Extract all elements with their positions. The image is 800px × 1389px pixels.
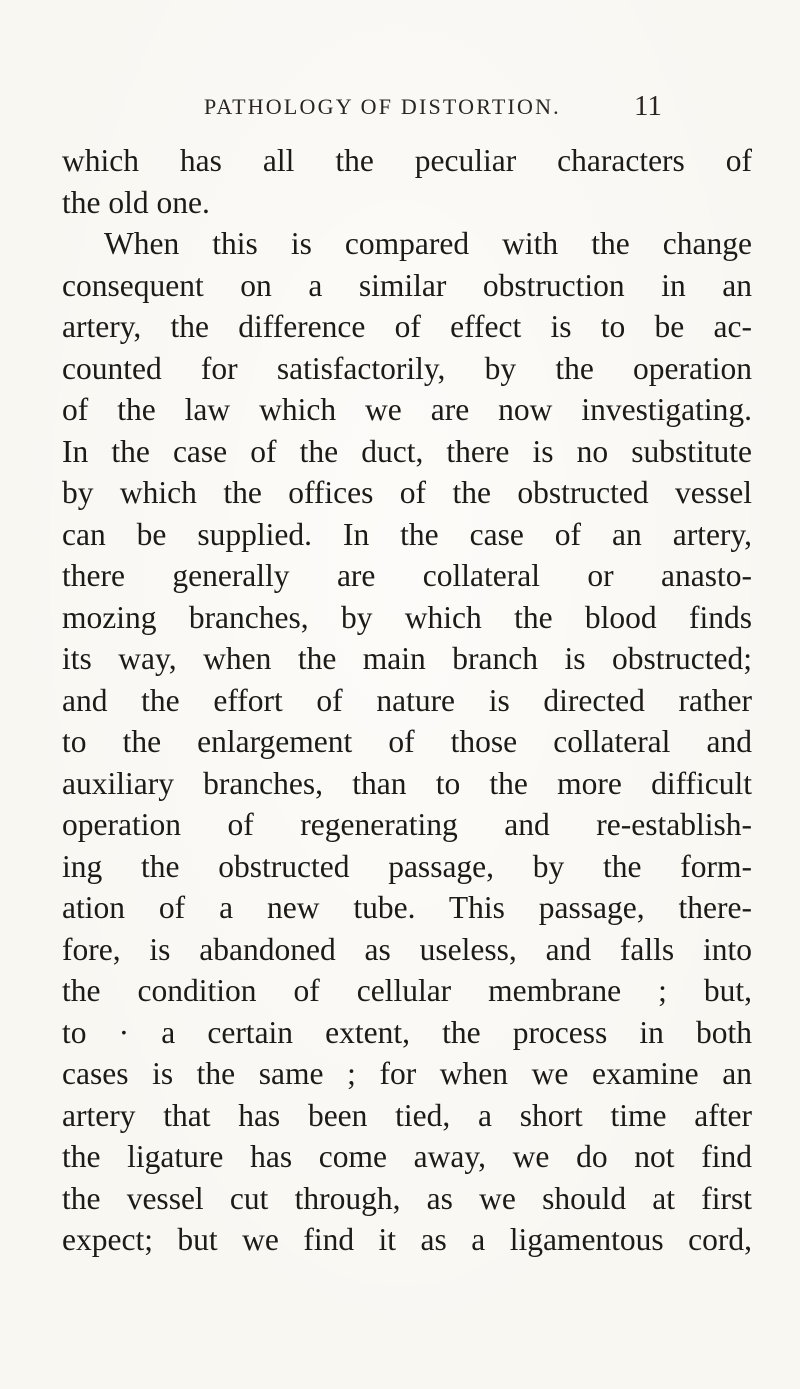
text-line: to the enlargement of those collateral and (62, 724, 752, 759)
text-line: operation of regenerating and re-establish- (62, 807, 752, 842)
text-line: fore, is abandoned as useless, and falls into (62, 931, 752, 967)
text-line: ing the obstructed passage, by the form- (62, 848, 752, 884)
text-line: In the case of the duct, there is no substitute (62, 433, 752, 469)
text-line: of the law which we are now investigating. (62, 392, 752, 427)
running-title: PATHOLOGY OF DISTORTION. (204, 94, 561, 119)
text-line: can be supplied. In the case of an artery, (62, 516, 752, 552)
text-line: artery that has been tied, a short time after (62, 1097, 752, 1133)
text-line: counted for satisfactorily, by the operation (62, 350, 752, 386)
text-line: ation of a new tube. This passage, there- (62, 890, 752, 925)
text-line: the ligature has come away, we do not find (62, 1139, 752, 1174)
text-line: by which the offices of the obstructed vessel (62, 475, 752, 510)
text-line: there generally are collateral or anasto- (62, 558, 752, 593)
text-line: expect; but we find it as a ligamentous cord, (62, 1222, 752, 1257)
text-line: artery, the difference of effect is to be ac- (62, 309, 752, 344)
text-line: When this is compared with the change (104, 226, 752, 261)
text-line: consequent on a similar obstruction in an (62, 267, 752, 303)
running-head (204, 90, 674, 134)
text-line: the condition of cellular membrane ; but, (62, 973, 752, 1008)
text-line: which has all the peculiar characters of (62, 143, 752, 178)
text-line: and the effort of nature is directed rather (62, 682, 752, 718)
page-number: 11 (634, 90, 662, 122)
body-text (62, 140, 752, 1261)
text-line: to · a certain extent, the process in both (62, 1014, 752, 1050)
text-line: the old one. (62, 184, 210, 220)
text-line: its way, when the main branch is obstructed; (62, 641, 752, 676)
text-line: mozing branches, by which the blood finds (62, 599, 752, 635)
text-line: auxiliary branches, than to the more difficult (62, 765, 752, 801)
text-line: the vessel cut through, as we should at first (62, 1180, 752, 1216)
text-line: cases is the same ; for when we examine an (62, 1056, 752, 1091)
